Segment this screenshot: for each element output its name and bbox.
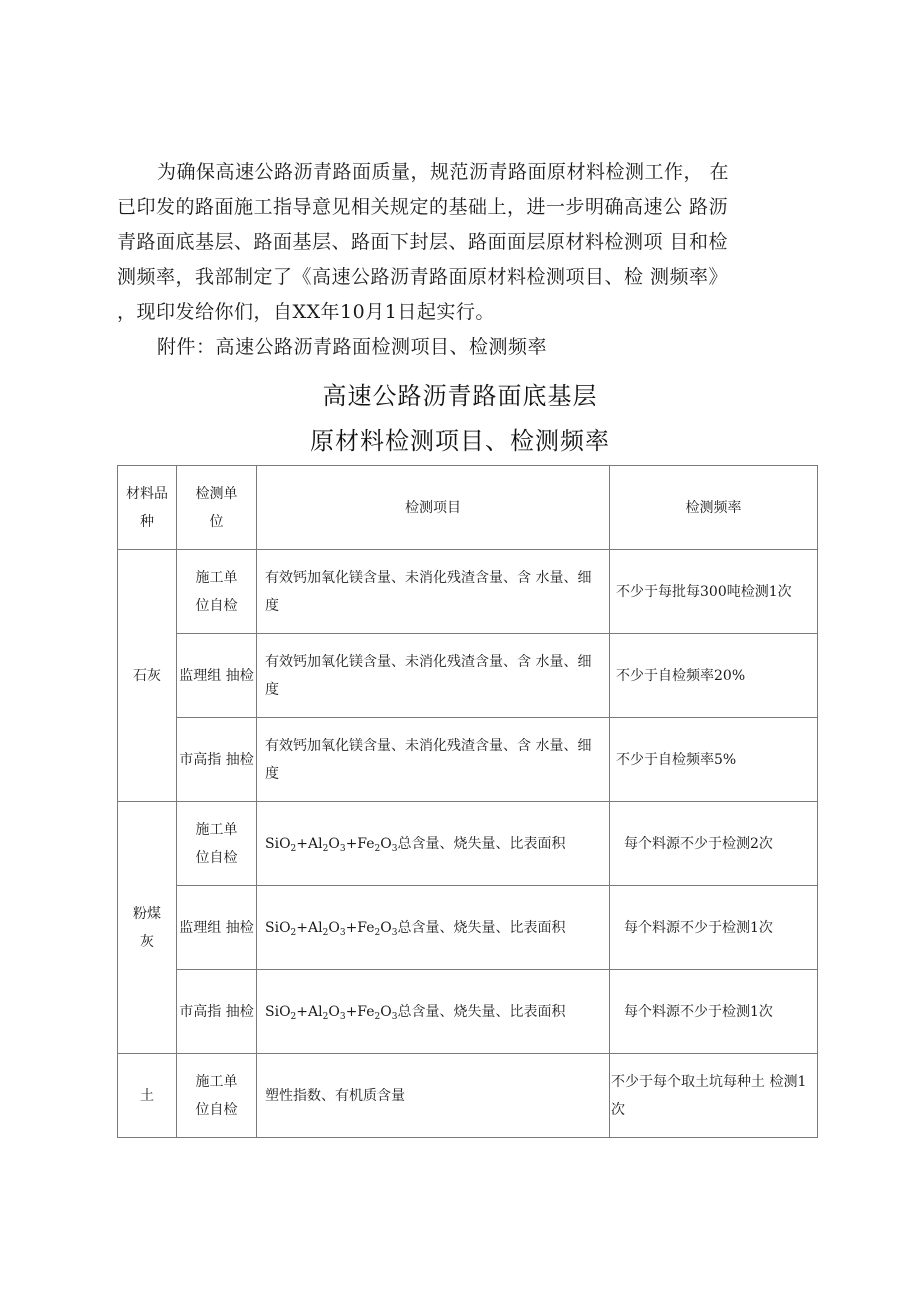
header-material: 材料品种 [118, 466, 177, 550]
unit-cell: 市高指 抽检 [177, 718, 257, 802]
table-row [118, 718, 818, 802]
header-item: 检测项目 [257, 466, 610, 550]
frequency-cell: 不少于自检频率5% [610, 718, 818, 802]
intro-paragraph [117, 155, 817, 365]
item-cell: 有效钙加氧化镁含量、未消化残渣含量、含 水量、细度 [257, 550, 610, 634]
item-cell [257, 970, 610, 1054]
header-frequency: 检测频率 [610, 466, 818, 550]
inspection-table [117, 465, 818, 1138]
intro-line-1: 为确保高速公路沥青路面质量，规范沥青路面原材料检测工作， 在 [157, 161, 730, 183]
unit-cell: 监理组 抽检 [177, 634, 257, 718]
intro-line-3: 青路面底基层、路面基层、路面下封层、路面面层原材料检测项 目和检 [117, 231, 729, 253]
table-header-row [118, 466, 818, 550]
table-row [118, 802, 818, 886]
frequency-cell: 不少于每个取土坑每种土 检测1次 [610, 1054, 818, 1138]
item-cell: 塑性指数、有机质含量 [257, 1054, 610, 1138]
intro-line-5: ，现印发给你们，自XX年10月1日起实行。 [117, 301, 495, 323]
material-cell: 土 [118, 1054, 177, 1138]
table-row [118, 970, 818, 1054]
frequency-cell: 不少于自检频率20% [610, 634, 818, 718]
frequency-cell: 每个料源不少于检测1次 [610, 886, 818, 970]
attachment-line: 附件：高速公路沥青路面检测项目、检测频率 [157, 336, 548, 358]
table-row [118, 550, 818, 634]
table-row [118, 1054, 818, 1138]
unit-cell: 监理组 抽检 [177, 886, 257, 970]
frequency-cell: 不少于每批每300吨检测1次 [610, 550, 818, 634]
item-cell: 有效钙加氧化镁含量、未消化残渣含量、含 水量、细度 [257, 718, 610, 802]
table-title-line-1: 高速公路沥青路面底基层 [322, 382, 598, 410]
intro-line-2: 已印发的路面施工指导意见相关规定的基础上，进一步明确高速公 路沥 [117, 196, 729, 218]
chem-formula: $SiO_2+Al_2O_3+Fe_2O_3$总含量、烧失量、比表面积 [265, 919, 566, 938]
unit-cell: 施工单位自检 [177, 550, 257, 634]
material-cell: 石灰 [118, 550, 177, 802]
frequency-cell: 每个料源不少于检测1次 [610, 970, 818, 1054]
item-cell [257, 802, 610, 886]
table-title-line-2: 原材料检测项目、检测频率 [310, 427, 610, 455]
unit-cell: 施工单位自检 [177, 802, 257, 886]
material-cell: 粉煤灰 [118, 802, 177, 1054]
unit-cell: 施工单位自检 [177, 1054, 257, 1138]
chem-formula: $SiO_2+Al_2O_3+Fe_2O_3$总含量、烧失量、比表面积 [265, 835, 566, 854]
frequency-cell: 每个料源不少于检测2次 [610, 802, 818, 886]
unit-cell: 市高指 抽检 [177, 970, 257, 1054]
table-row [118, 634, 818, 718]
header-unit: 检测单位 [177, 466, 257, 550]
intro-line-4: 测频率，我部制定了《高速公路沥青路面原材料检测项目、检 测频率》 [117, 266, 729, 288]
table-row [118, 886, 818, 970]
item-cell: 有效钙加氧化镁含量、未消化残渣含量、含 水量、细度 [257, 634, 610, 718]
item-cell [257, 886, 610, 970]
chem-formula: $SiO_2+Al_2O_3+Fe_2O_3$总含量、烧失量、比表面积 [265, 1003, 566, 1022]
